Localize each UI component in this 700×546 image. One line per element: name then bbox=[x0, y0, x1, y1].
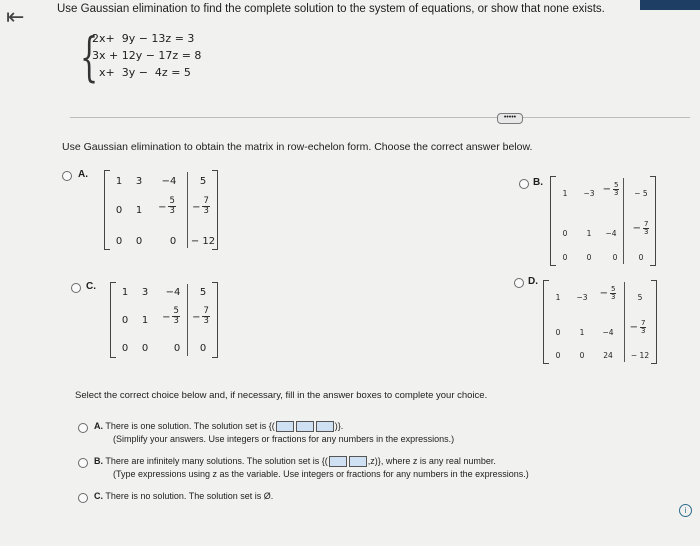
matrix-cell: −4 bbox=[161, 176, 177, 187]
answer-box-y[interactable] bbox=[349, 456, 367, 467]
matrix-cell: 0 bbox=[173, 343, 181, 354]
matrix-b[interactable] bbox=[550, 176, 656, 266]
sign: − bbox=[162, 311, 171, 323]
choice-a-radio[interactable] bbox=[78, 423, 88, 433]
back-arrow-icon[interactable]: ⇤ bbox=[6, 4, 25, 29]
option-a-label: A. bbox=[78, 169, 88, 180]
answer-box-z[interactable] bbox=[316, 421, 334, 432]
numerator: 5 bbox=[610, 285, 616, 293]
more-button[interactable]: ••••• bbox=[497, 113, 523, 124]
choice-b-mid: ,z)} bbox=[367, 456, 381, 466]
matrix-cell: −3 bbox=[576, 293, 588, 302]
choice-c-label: C. bbox=[94, 491, 103, 501]
instruction-text: Use Gaussian elimination to obtain the matrix in row-echelon form. Choose the correct answer below. bbox=[62, 141, 533, 153]
matrix-fraction-cell bbox=[187, 307, 215, 326]
sign: − bbox=[192, 311, 201, 323]
matrix-cell: 0 bbox=[562, 253, 568, 262]
matrix-d[interactable] bbox=[543, 280, 657, 364]
matrix-cell: 1 bbox=[141, 315, 149, 326]
matrix-fraction-cell bbox=[624, 320, 652, 335]
choice-a-hint: (Simplify your answers. Use integers or fractions for any numbers in the expressions.) bbox=[113, 434, 455, 444]
choice-a bbox=[94, 421, 343, 432]
matrix-fraction-cell bbox=[597, 182, 625, 197]
sign: − bbox=[602, 183, 611, 195]
choice-b-radio[interactable] bbox=[78, 458, 88, 468]
divider bbox=[70, 117, 690, 118]
denominator: 3 bbox=[169, 206, 175, 216]
matrix-fraction-cell bbox=[627, 221, 655, 236]
choice-b bbox=[94, 456, 496, 467]
numerator: 7 bbox=[203, 196, 209, 206]
answer-box-x[interactable] bbox=[276, 421, 294, 432]
matrix-cell: 3 bbox=[141, 287, 149, 298]
matrix-cell: 5 bbox=[637, 293, 643, 302]
question-text: Use Gaussian elimination to find the complete solution to the system of equations, or show that none exists. bbox=[57, 3, 605, 15]
answer-box-y[interactable] bbox=[296, 421, 314, 432]
matrix-cell: 0 bbox=[199, 343, 207, 354]
denominator: 3 bbox=[173, 316, 179, 326]
matrix-fraction-cell bbox=[187, 197, 215, 216]
matrix-cell: 0 bbox=[115, 205, 123, 216]
matrix-cell: 0 bbox=[555, 351, 561, 360]
matrix-fraction-cell bbox=[153, 197, 181, 216]
left-brace: { bbox=[80, 28, 99, 88]
matrix-cell: 0 bbox=[121, 315, 129, 326]
numerator: 5 bbox=[169, 196, 175, 206]
matrix-cell: 1 bbox=[579, 328, 585, 337]
sign: − bbox=[599, 287, 608, 299]
option-d-radio[interactable] bbox=[514, 278, 524, 288]
matrix-cell: 0 bbox=[612, 253, 618, 262]
matrix-fraction-cell bbox=[157, 307, 185, 326]
numerator: 5 bbox=[613, 181, 619, 189]
matrix-cell: 1 bbox=[135, 205, 143, 216]
matrix-cell: 0 bbox=[562, 229, 568, 238]
choice-c-text: There is no solution. The solution set is Ø. bbox=[105, 491, 274, 501]
matrix-cell: 24 bbox=[603, 351, 613, 360]
matrix-cell: − 12 bbox=[190, 236, 216, 247]
matrix-cell: −3 bbox=[583, 189, 595, 198]
matrix-cell: −4 bbox=[605, 229, 617, 238]
choice-a-text-end: )}. bbox=[334, 421, 344, 431]
equation-1: 2x+ 9y − 13z = 3 bbox=[92, 32, 195, 45]
choice-a-text: There is one solution. The solution set is {( bbox=[105, 421, 275, 431]
sign: − bbox=[158, 201, 167, 213]
sign: − bbox=[632, 222, 641, 234]
header-bar bbox=[640, 0, 700, 10]
sign: − bbox=[629, 321, 638, 333]
option-d-label: D. bbox=[528, 276, 538, 287]
sign: − bbox=[192, 201, 201, 213]
equation-3: x+ 3y − 4z = 5 bbox=[92, 66, 191, 79]
denominator: 3 bbox=[203, 316, 209, 326]
matrix-cell: 5 bbox=[199, 176, 207, 187]
matrix-cell: 1 bbox=[586, 229, 592, 238]
matrix-cell: 3 bbox=[135, 176, 143, 187]
choice-b-hint: (Type expressions using z as the variable. Use integers or fractions for any numbers in the expressions.) bbox=[113, 469, 529, 479]
matrix-cell: 0 bbox=[169, 236, 177, 247]
info-icon[interactable]: i bbox=[679, 504, 692, 517]
option-b-label: B. bbox=[533, 177, 543, 188]
choice-b-text-end: , where z is any real number. bbox=[380, 456, 496, 466]
numerator: 7 bbox=[643, 220, 649, 228]
matrix-cell: 0 bbox=[555, 328, 561, 337]
matrix-cell: 0 bbox=[141, 343, 149, 354]
matrix-cell: 1 bbox=[121, 287, 129, 298]
denominator: 3 bbox=[640, 327, 646, 335]
matrix-fraction-cell bbox=[594, 286, 622, 301]
matrix-a[interactable] bbox=[104, 170, 218, 250]
option-c-label: C. bbox=[86, 281, 96, 292]
denominator: 3 bbox=[203, 206, 209, 216]
option-b-radio[interactable] bbox=[519, 179, 529, 189]
equation-2: 3x + 12y − 17z = 8 bbox=[92, 49, 202, 62]
option-c-radio[interactable] bbox=[71, 283, 81, 293]
matrix-cell: − 12 bbox=[630, 351, 650, 360]
matrix-cell: 0 bbox=[579, 351, 585, 360]
matrix-cell: −4 bbox=[602, 328, 614, 337]
matrix-cell: 1 bbox=[562, 189, 568, 198]
matrix-c[interactable] bbox=[110, 282, 218, 358]
matrix-cell: 0 bbox=[121, 343, 129, 354]
matrix-cell: −4 bbox=[165, 287, 181, 298]
matrix-cell: 0 bbox=[135, 236, 143, 247]
denominator: 3 bbox=[643, 228, 649, 236]
matrix-cell: 1 bbox=[115, 176, 123, 187]
numerator: 5 bbox=[173, 306, 179, 316]
denominator: 3 bbox=[613, 189, 619, 197]
choice-b-label: B. bbox=[94, 456, 103, 466]
option-a-radio[interactable] bbox=[62, 171, 72, 181]
choice-c-radio[interactable] bbox=[78, 493, 88, 503]
denominator: 3 bbox=[610, 293, 616, 301]
numerator: 7 bbox=[640, 319, 646, 327]
select-instruction: Select the correct choice below and, if necessary, fill in the answer boxes to complete your choice. bbox=[75, 390, 488, 401]
numerator: 7 bbox=[203, 306, 209, 316]
matrix-cell: 0 bbox=[115, 236, 123, 247]
matrix-cell: 5 bbox=[199, 287, 207, 298]
choice-b-text: There are infinitely many solutions. The solution set is {( bbox=[105, 456, 328, 466]
choice-a-label: A. bbox=[94, 421, 103, 431]
answer-box-x[interactable] bbox=[329, 456, 347, 467]
matrix-cell: 0 bbox=[638, 253, 644, 262]
matrix-cell: 0 bbox=[586, 253, 592, 262]
matrix-cell: − 5 bbox=[634, 189, 648, 198]
choice-c bbox=[94, 491, 273, 501]
matrix-cell: 1 bbox=[555, 293, 561, 302]
equation-system bbox=[80, 28, 202, 88]
